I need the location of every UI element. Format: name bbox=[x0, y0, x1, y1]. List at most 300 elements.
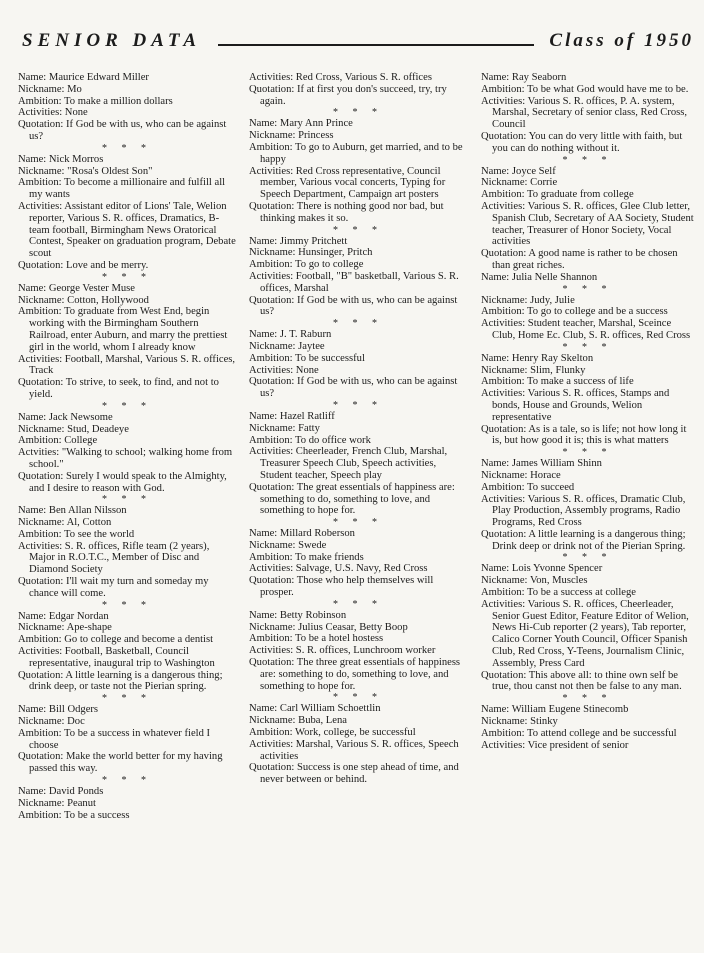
field-label: Ambition: bbox=[18, 435, 62, 447]
entry-field bbox=[481, 563, 694, 575]
field-label: Quotation: bbox=[249, 481, 295, 493]
entry-field bbox=[481, 72, 694, 84]
field-value: Maurice Edward Miller bbox=[48, 72, 149, 83]
field-value: Mary Ann Prince bbox=[279, 118, 353, 130]
class-year: Class of 1950 bbox=[549, 30, 694, 51]
senior-entry bbox=[481, 295, 694, 342]
entry-field bbox=[249, 645, 467, 657]
field-label: Nickname: bbox=[249, 539, 296, 551]
field-label: Name: bbox=[18, 704, 47, 716]
field-label: Quotation: bbox=[249, 200, 295, 212]
field-value: Ben Allan Nilsson bbox=[48, 505, 127, 517]
field-label: Activities: bbox=[481, 598, 526, 610]
field-label: Activities: bbox=[481, 739, 526, 751]
entry-field bbox=[481, 96, 694, 131]
column-2 bbox=[249, 72, 467, 786]
entry-field bbox=[249, 633, 467, 645]
entry-field bbox=[481, 470, 694, 482]
entry-field bbox=[249, 727, 467, 739]
field-label: Name: bbox=[18, 505, 47, 517]
entry-field bbox=[249, 376, 467, 400]
field-value: If at first you don's succeed, try, try again. bbox=[260, 83, 447, 107]
field-value: None bbox=[295, 364, 319, 376]
field-label: Nickname: bbox=[481, 177, 528, 189]
entry-field bbox=[18, 622, 236, 634]
senior-entry bbox=[249, 236, 467, 319]
field-value: A good name is rather to be chosen than great riches. bbox=[492, 248, 678, 271]
field-label: Actvities: bbox=[18, 447, 60, 459]
entry-field bbox=[18, 84, 236, 96]
entry-field bbox=[18, 517, 236, 529]
entry-field bbox=[481, 189, 694, 201]
entry-separator: * * * bbox=[102, 271, 152, 283]
entry-field bbox=[249, 703, 467, 715]
field-label: Quotation: bbox=[18, 259, 64, 271]
entry-field bbox=[481, 728, 694, 740]
field-label: Activities: bbox=[249, 72, 294, 83]
entry-field bbox=[481, 575, 694, 587]
field-label: Ambition: bbox=[249, 141, 293, 153]
field-value: Ape-shape bbox=[66, 622, 112, 634]
entry-field bbox=[249, 423, 467, 435]
entry-field bbox=[18, 354, 236, 378]
field-label: Quotation: bbox=[18, 470, 64, 482]
senior-entry bbox=[18, 786, 236, 821]
field-label: Ambition: bbox=[481, 587, 525, 599]
field-label: Ambition: bbox=[481, 376, 525, 388]
field-label: Name: bbox=[249, 609, 278, 621]
field-label: Ambition: bbox=[481, 306, 525, 318]
field-value: Julia Nelle Shannon bbox=[511, 271, 598, 283]
field-value: As is a tale, so is life; not how long it is, but how good it is; this is what matters bbox=[492, 423, 687, 447]
field-label: Nickname: bbox=[18, 423, 65, 435]
entry-field bbox=[18, 435, 236, 447]
entry-field bbox=[249, 739, 467, 763]
field-value: Go to college and become a dentist bbox=[64, 634, 214, 646]
field-value: Various S. R. offices, Dramatic Club, Play Production, Assembly programs, Radio Programs, Red Cross bbox=[492, 493, 686, 529]
entry-field bbox=[18, 786, 236, 798]
entry-field bbox=[481, 295, 694, 307]
entry-field bbox=[249, 563, 467, 575]
field-value: Judy, Julie bbox=[530, 294, 575, 306]
field-label: Nickname: bbox=[249, 715, 296, 727]
entry-field bbox=[249, 610, 467, 622]
field-label: Ambition: bbox=[249, 727, 293, 739]
entry-field bbox=[249, 622, 467, 634]
field-value: Hunsinger, Pritch bbox=[298, 247, 373, 259]
entry-field bbox=[481, 306, 694, 318]
entry-field bbox=[249, 236, 467, 248]
entry-separator: * * * bbox=[333, 692, 383, 704]
field-value: Henry Ray Skelton bbox=[511, 352, 594, 364]
field-value: Stinky bbox=[530, 716, 558, 728]
field-value: Betty Robinson bbox=[279, 609, 347, 621]
entry-field bbox=[249, 482, 467, 517]
field-value: Football, "B" basketball, Various S. R. offices, Marshal bbox=[260, 270, 459, 294]
entry-field bbox=[249, 552, 467, 564]
entry-field bbox=[249, 166, 467, 201]
field-value: Buba, Lena bbox=[298, 715, 347, 727]
field-value: Princess bbox=[298, 130, 334, 142]
entry-field bbox=[18, 529, 236, 541]
senior-entry bbox=[249, 703, 467, 786]
entry-field bbox=[249, 353, 467, 365]
field-value: Corrie bbox=[530, 177, 558, 189]
senior-entry bbox=[18, 611, 236, 694]
field-value: Vice president of senior bbox=[527, 739, 629, 751]
entry-field bbox=[249, 247, 467, 259]
field-value: The three great essentials of happiness are: something to do, something to love, and something to hope for. bbox=[260, 657, 461, 692]
field-label: Name: bbox=[249, 410, 278, 422]
entry-separator: * * * bbox=[333, 517, 383, 529]
field-value: None bbox=[64, 107, 88, 119]
field-value: Doc bbox=[67, 716, 85, 728]
entry-field bbox=[249, 341, 467, 353]
field-label: Ambition: bbox=[249, 551, 293, 563]
field-label: Nickname: bbox=[249, 340, 296, 352]
page-title: SENIOR DATA bbox=[22, 30, 202, 51]
page-header bbox=[22, 30, 694, 60]
field-value: To attend college and be successful bbox=[527, 727, 677, 739]
entry-field bbox=[18, 177, 236, 201]
field-value: College bbox=[64, 435, 98, 447]
column-1 bbox=[18, 72, 236, 821]
entry-separator: * * * bbox=[333, 598, 383, 610]
field-value: You can do very little with faith, but you can do nothing without it. bbox=[492, 130, 683, 154]
senior-entry bbox=[249, 72, 467, 107]
entry-field bbox=[481, 376, 694, 388]
entry-field bbox=[18, 72, 236, 84]
entry-field bbox=[18, 295, 236, 307]
field-label: Name: bbox=[249, 703, 278, 715]
field-value: The great essentials of happiness are: something to do, something to love, and something to hope for. bbox=[260, 481, 455, 517]
entry-field bbox=[18, 704, 236, 716]
field-label: Name: bbox=[481, 704, 510, 716]
field-value: Love and be merry. bbox=[65, 259, 149, 271]
field-value: Bill Odgers bbox=[48, 704, 99, 716]
field-label: Ambition: bbox=[249, 633, 293, 645]
field-value: Various S. R. offices, Stamps and bonds, House and Grounds, Welion representative bbox=[492, 388, 670, 423]
field-label: Activities: bbox=[481, 493, 526, 505]
field-value: To be a hotel hostess bbox=[295, 633, 384, 645]
field-label: Activities: bbox=[249, 563, 294, 575]
entry-field bbox=[249, 142, 467, 166]
senior-entry bbox=[18, 154, 236, 272]
entry-field bbox=[481, 388, 694, 423]
field-label: Quotation: bbox=[249, 657, 295, 669]
field-value: To go to college bbox=[295, 259, 364, 271]
field-label: Quotation: bbox=[18, 377, 64, 389]
field-label: Nickname: bbox=[481, 364, 528, 376]
field-label: Name: bbox=[18, 411, 47, 423]
field-label: Name: bbox=[18, 282, 47, 294]
field-label: Ambition: bbox=[18, 177, 62, 189]
field-label: Activities: bbox=[18, 200, 63, 212]
entry-separator: * * * bbox=[333, 224, 383, 236]
entry-field bbox=[18, 716, 236, 728]
entry-field bbox=[481, 587, 694, 599]
field-label: Quotation: bbox=[249, 83, 295, 95]
field-label: Nickname: bbox=[481, 575, 528, 587]
entry-field bbox=[18, 260, 236, 272]
field-label: Ambition: bbox=[18, 809, 62, 821]
senior-entry bbox=[18, 505, 236, 599]
field-value: This above all: to thine own self be true, thou canst not then be false to any man. bbox=[492, 669, 682, 693]
field-value: A little learning is a dangerous thing; Drink deep or drink not of the Pierian Spring. bbox=[492, 528, 686, 552]
field-value: Make the world better for my having passed this way. bbox=[29, 751, 223, 775]
field-label: Name: bbox=[18, 786, 47, 798]
field-label: Quotation: bbox=[249, 376, 295, 388]
field-value: To become a millionaire and fulfill all my wants bbox=[29, 177, 226, 201]
field-value: Peanut bbox=[67, 797, 96, 809]
field-value: Horace bbox=[530, 469, 561, 481]
senior-entry bbox=[481, 458, 694, 552]
field-label: Nickname: bbox=[18, 517, 65, 529]
field-label: Nickname: bbox=[481, 294, 528, 306]
field-value: Von, Muscles bbox=[529, 575, 588, 587]
entry-field bbox=[249, 259, 467, 271]
field-value: If God be with us, who can be against us? bbox=[29, 119, 227, 142]
field-value: Swede bbox=[298, 539, 327, 551]
field-value: Slim, Flunky bbox=[530, 364, 586, 376]
field-label: Activities: bbox=[249, 270, 294, 282]
entry-field bbox=[481, 272, 694, 284]
entry-field bbox=[481, 166, 694, 178]
field-value: Work, college, be successful bbox=[295, 727, 416, 739]
field-value: To be a success bbox=[64, 809, 130, 821]
entry-field bbox=[249, 365, 467, 377]
field-value: Cheerleader, French Club, Marshal, Treasurer Speech Club, Speech activities, Student teacher, Speech play bbox=[260, 446, 448, 481]
field-value: Stud, Deadeye bbox=[67, 423, 129, 435]
entry-field bbox=[249, 446, 467, 481]
field-label: Quotation: bbox=[481, 528, 527, 540]
entry-field bbox=[249, 528, 467, 540]
field-value: There is nothing good nor bad, but thinking makes it so. bbox=[260, 200, 444, 224]
field-label: Nickname: bbox=[18, 797, 65, 809]
entry-field bbox=[18, 447, 236, 471]
senior-entry bbox=[481, 353, 694, 447]
field-value: S. R. offices, Lunchroom worker bbox=[295, 645, 436, 657]
entry-field bbox=[18, 201, 236, 260]
field-label: Name: bbox=[481, 563, 510, 575]
senior-entry bbox=[18, 704, 236, 775]
field-value: To strive, to seek, to find, and not to yield. bbox=[29, 377, 219, 400]
senior-data-columns bbox=[18, 72, 694, 942]
entry-field bbox=[18, 377, 236, 401]
senior-entry bbox=[249, 411, 467, 517]
field-value: Nick Morros bbox=[48, 153, 104, 165]
field-label: Quotation: bbox=[18, 751, 64, 763]
field-label: Activities: bbox=[481, 95, 526, 107]
field-value: To go to Auburn, get married, and to be happy bbox=[260, 141, 463, 165]
entry-separator: * * * bbox=[333, 399, 383, 411]
field-label: Ambition: bbox=[249, 434, 293, 446]
entry-field bbox=[249, 657, 467, 692]
field-value: Red Cross, Various S. R. offices bbox=[295, 72, 432, 83]
entry-field bbox=[18, 107, 236, 119]
field-label: Nickname: bbox=[18, 165, 65, 177]
field-label: Ambition: bbox=[481, 189, 525, 201]
field-label: Ambition: bbox=[18, 634, 62, 646]
field-value: Jaytee bbox=[298, 340, 325, 352]
field-label: Nickname: bbox=[18, 622, 65, 634]
field-value: J. T. Raburn bbox=[279, 329, 332, 341]
field-value: Lois Yvonne Spencer bbox=[511, 563, 603, 575]
field-label: Quotation: bbox=[481, 423, 527, 435]
entry-field bbox=[481, 482, 694, 494]
entry-field bbox=[18, 810, 236, 822]
entry-field bbox=[249, 540, 467, 552]
field-value: Various S. R. offices, P. A. system, Marshal, Secretary of senior class, Red Cross, Council bbox=[492, 95, 688, 131]
field-value: To make a million dollars bbox=[64, 95, 173, 107]
entry-separator: * * * bbox=[562, 154, 613, 166]
field-value: Jimmy Pritchett bbox=[279, 235, 348, 247]
field-value: Those who help themselves will prosper. bbox=[260, 575, 434, 599]
entry-field bbox=[481, 458, 694, 470]
field-label: Activities: bbox=[18, 353, 63, 365]
field-value: "Walking to school; walking home from school." bbox=[29, 447, 233, 470]
field-value: If God be with us, who can be against us? bbox=[260, 294, 458, 318]
entry-field bbox=[249, 295, 467, 319]
field-value: Surely I would speak to the Almighty, and I desire to reason with God. bbox=[29, 470, 227, 494]
field-label: Quotation: bbox=[249, 575, 295, 587]
entry-separator: * * * bbox=[562, 341, 613, 353]
field-value: Edgar Nordan bbox=[48, 610, 109, 622]
field-value: Mo bbox=[67, 83, 82, 95]
senior-entry bbox=[249, 528, 467, 599]
field-label: Quotation: bbox=[481, 248, 527, 260]
entry-field bbox=[481, 353, 694, 365]
field-label: Nickname: bbox=[249, 422, 296, 434]
senior-entry bbox=[18, 412, 236, 495]
field-label: Ambition: bbox=[249, 352, 293, 364]
entry-field bbox=[18, 576, 236, 600]
entry-field bbox=[249, 575, 467, 599]
field-value: James William Shinn bbox=[511, 458, 602, 470]
entry-field bbox=[249, 715, 467, 727]
field-label: Activities: bbox=[249, 738, 294, 750]
field-label: Name: bbox=[249, 528, 278, 540]
entry-field bbox=[481, 248, 694, 272]
field-label: Quotation: bbox=[18, 669, 64, 681]
entry-field bbox=[481, 529, 694, 553]
field-label: Activities: bbox=[481, 318, 526, 330]
entry-field bbox=[481, 177, 694, 189]
field-label: Ambition: bbox=[18, 306, 62, 318]
field-label: Name: bbox=[18, 153, 47, 165]
field-label: Name: bbox=[481, 271, 510, 283]
field-value: Student teacher, Marshal, Sceince Club, Home Ec. Club, S. R. offices, Red Cross bbox=[492, 318, 691, 341]
entry-separator: * * * bbox=[562, 283, 613, 295]
entry-field bbox=[18, 751, 236, 775]
field-label: Name: bbox=[18, 72, 47, 83]
entry-field bbox=[481, 599, 694, 670]
entry-separator: * * * bbox=[562, 447, 613, 459]
field-label: Nickname: bbox=[18, 716, 65, 728]
entry-separator: * * * bbox=[102, 775, 152, 787]
entry-field bbox=[249, 201, 467, 225]
senior-entry bbox=[18, 72, 236, 143]
entry-separator: * * * bbox=[333, 107, 383, 119]
entry-separator: * * * bbox=[102, 494, 152, 506]
field-value: To be successful bbox=[295, 352, 365, 364]
field-value: Al, Cotton bbox=[66, 517, 112, 529]
entry-field bbox=[481, 494, 694, 529]
field-label: Name: bbox=[18, 610, 47, 622]
field-label: Name: bbox=[481, 458, 510, 470]
entry-separator: * * * bbox=[102, 400, 152, 412]
field-value: Millard Roberson bbox=[279, 528, 355, 540]
entry-field bbox=[18, 505, 236, 517]
entry-field bbox=[18, 541, 236, 576]
entry-field bbox=[18, 154, 236, 166]
field-value: To make a success of life bbox=[527, 376, 634, 388]
field-value: To be a success in whatever field I choose bbox=[29, 727, 211, 751]
field-label: Activities: bbox=[249, 645, 294, 657]
field-value: Salvage, U.S. Navy, Red Cross bbox=[295, 563, 428, 575]
senior-entry bbox=[481, 563, 694, 693]
entry-field bbox=[481, 318, 694, 342]
entry-separator: * * * bbox=[562, 552, 613, 564]
senior-entry bbox=[481, 704, 694, 751]
entry-field bbox=[249, 72, 467, 84]
entry-separator: * * * bbox=[562, 693, 613, 705]
field-label: Quotation: bbox=[18, 576, 64, 588]
field-label: Activities: bbox=[249, 446, 294, 458]
entry-separator: * * * bbox=[102, 693, 152, 705]
entry-field bbox=[249, 118, 467, 130]
field-label: Activities: bbox=[249, 165, 294, 177]
field-value: To make friends bbox=[295, 551, 364, 563]
field-label: Nickname: bbox=[481, 716, 528, 728]
field-value: Ray Seaborn bbox=[511, 72, 567, 83]
field-label: Name: bbox=[249, 235, 278, 247]
field-value: To see the world bbox=[64, 528, 135, 540]
field-label: Activities: bbox=[249, 364, 294, 376]
field-value: To succeed bbox=[527, 481, 575, 493]
entry-field bbox=[481, 716, 694, 728]
header-rule bbox=[218, 44, 534, 46]
field-value: To be what God would have me to be. bbox=[527, 83, 689, 95]
field-label: Activities: bbox=[481, 200, 526, 212]
field-label: Nickname: bbox=[249, 621, 296, 633]
field-value: Cotton, Hollywood bbox=[67, 294, 149, 306]
field-label: Ambition: bbox=[481, 83, 525, 95]
entry-separator: * * * bbox=[102, 142, 152, 154]
senior-entry bbox=[481, 166, 694, 284]
field-label: Activities: bbox=[18, 646, 63, 658]
entry-field bbox=[481, 740, 694, 752]
entry-field bbox=[18, 471, 236, 495]
entry-field bbox=[481, 424, 694, 448]
entry-field bbox=[249, 84, 467, 108]
field-value: A little learning is a dangerous thing; drink deep, or taste not the Pierian spring. bbox=[29, 669, 223, 693]
field-label: Quotation: bbox=[249, 294, 295, 306]
field-value: Success is one step ahead of time, and never between or behind. bbox=[260, 762, 459, 786]
field-label: Name: bbox=[249, 329, 278, 341]
entry-field bbox=[18, 412, 236, 424]
senior-entry bbox=[249, 610, 467, 693]
entry-field bbox=[249, 130, 467, 142]
senior-entry bbox=[18, 283, 236, 401]
field-value: Football, Marshal, Various S. R. offices, Track bbox=[29, 353, 236, 377]
field-label: Quotation: bbox=[18, 119, 64, 131]
field-value: Julius Ceasar, Betty Boop bbox=[298, 621, 408, 633]
senior-entry bbox=[249, 118, 467, 224]
field-label: Ambition: bbox=[18, 95, 62, 107]
field-value: George Vester Muse bbox=[48, 282, 136, 294]
entry-field bbox=[249, 435, 467, 447]
